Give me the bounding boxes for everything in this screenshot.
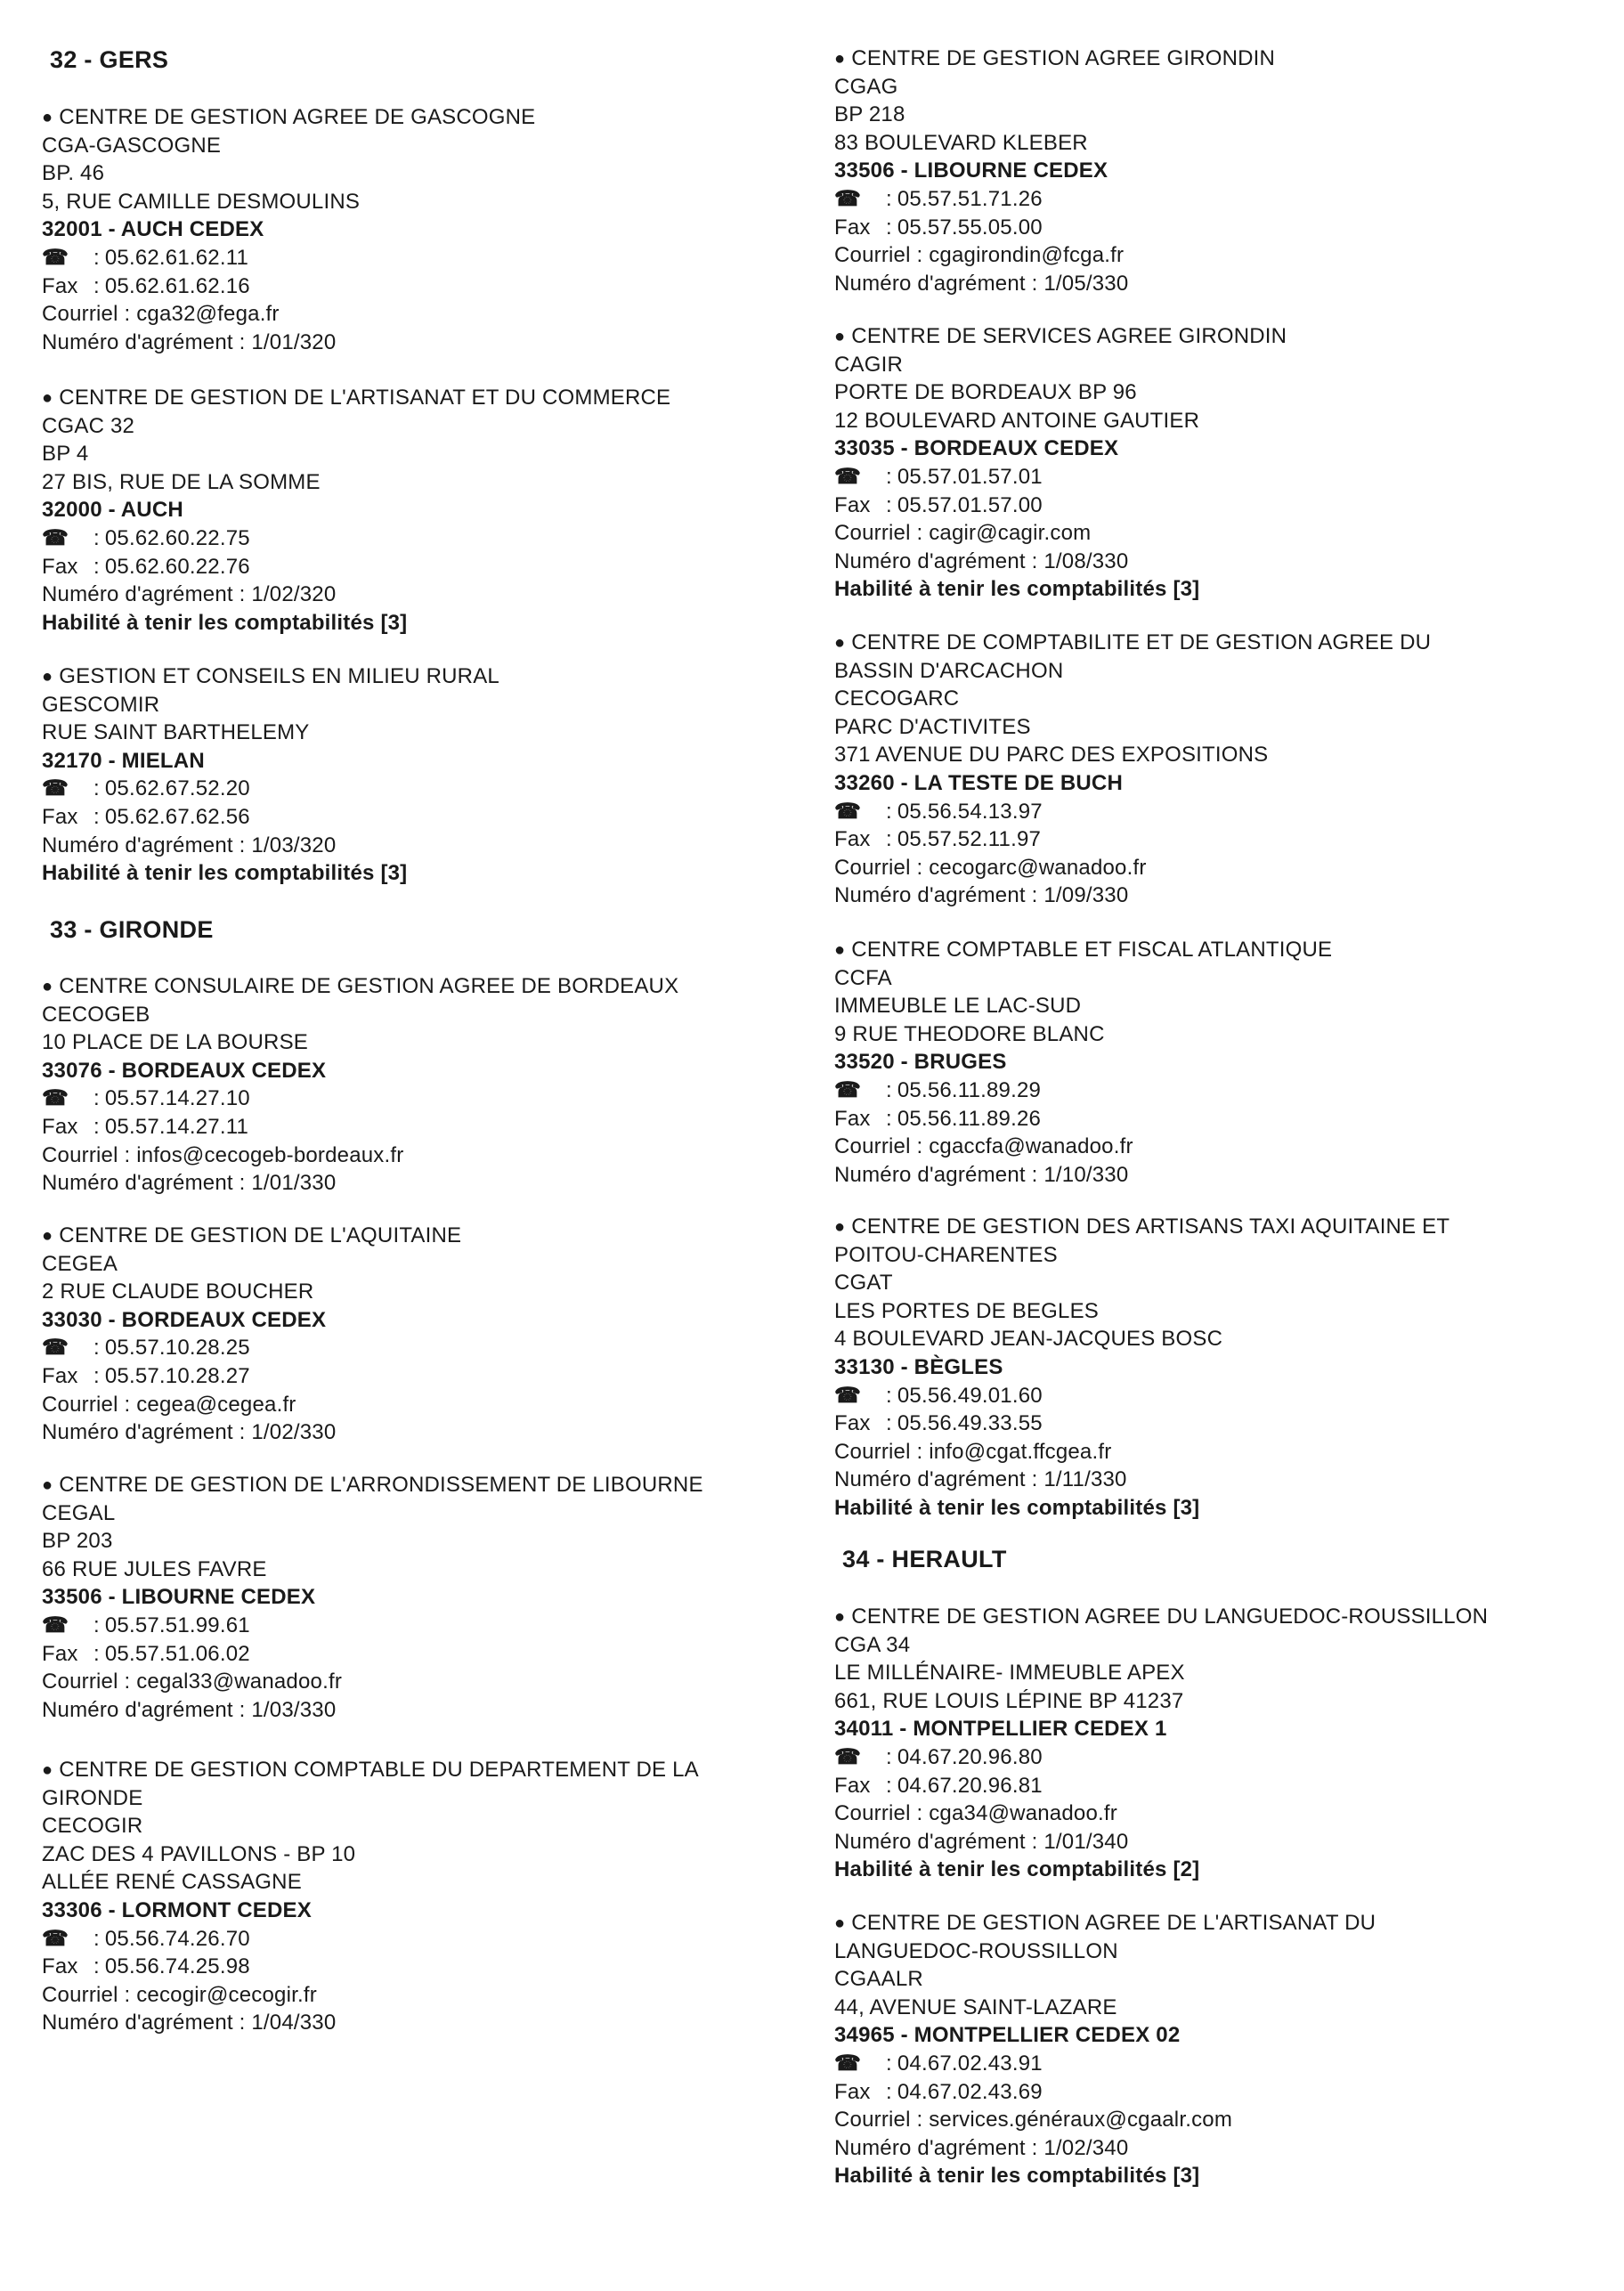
- fax-number: 05.57.52.11.97: [897, 827, 1042, 852]
- postal-city: 32000 - AUCH: [42, 498, 183, 523]
- entry-name-text: CENTRE COMPTABLE ET FISCAL ATLANTIQUE: [851, 938, 1333, 962]
- telephone-line: [42, 524, 808, 553]
- colon: :: [93, 776, 100, 801]
- address-line: BP 4: [42, 442, 89, 467]
- colon: :: [886, 492, 892, 517]
- fax-label: Fax: [834, 1773, 871, 1798]
- colon: :: [93, 1926, 100, 1951]
- fax-number: 04.67.02.43.69: [897, 2079, 1043, 2104]
- address-line: CECOGIR: [42, 1814, 143, 1839]
- entry-name: [42, 1222, 808, 1250]
- entry-name: [834, 1909, 1600, 1938]
- entry-name: [42, 972, 808, 1001]
- accounting-authorization: Habilité à tenir les comptabilités [2]: [834, 1857, 1200, 1882]
- address-line: CCFA: [834, 965, 892, 990]
- fax-number: 05.57.14.27.11: [104, 1114, 249, 1139]
- fax-label: Fax: [42, 273, 78, 298]
- accounting-authorization: Habilité à tenir les comptabilités [3]: [42, 861, 408, 886]
- accounting-authorization: Habilité à tenir les comptabilités [3]: [834, 577, 1200, 602]
- entry-name-continued: LANGUEDOC-ROUSSILLON: [834, 1938, 1118, 1963]
- directory-entry: [834, 1909, 1600, 2190]
- entry-name: [834, 629, 1600, 657]
- postal-city: 34011 - MONTPELLIER CEDEX 1: [834, 1717, 1167, 1742]
- address-line: BP 218: [834, 102, 905, 127]
- telephone-line: [834, 798, 1600, 826]
- telephone-icon: ☎: [42, 1926, 69, 1951]
- directory-entry: [42, 662, 808, 888]
- accounting-authorization: Habilité à tenir les comptabilités [3]: [834, 1495, 1200, 1520]
- fax-line: [834, 492, 1600, 520]
- telephone-number: 05.56.54.13.97: [897, 799, 1043, 824]
- fax-line: [42, 803, 808, 832]
- directory-entry: [42, 1471, 808, 1724]
- bullet-icon: ●: [42, 977, 53, 996]
- telephone-line: [42, 1925, 808, 1954]
- address-line: 4 BOULEVARD JEAN-JACQUES BOSC: [834, 1327, 1223, 1352]
- address-line: PARC D'ACTIVITES: [834, 714, 1031, 739]
- telephone-line: [834, 2050, 1600, 2078]
- department-heading: 33 - GIRONDE: [50, 916, 214, 943]
- telephone-number: 05.56.49.01.60: [897, 1383, 1043, 1408]
- directory-entry: [834, 45, 1600, 297]
- fax-number: 05.62.60.22.76: [104, 554, 250, 579]
- fax-number: 05.62.61.62.16: [104, 273, 250, 298]
- bullet-icon: ●: [42, 1475, 53, 1495]
- colon: :: [93, 1086, 100, 1111]
- fax-label: Fax: [42, 1114, 78, 1139]
- fax-line: [834, 825, 1600, 854]
- fax-line: [834, 2078, 1600, 2107]
- fax-line: [42, 1953, 808, 1981]
- fax-number: 05.56.74.25.98: [104, 1954, 250, 1979]
- telephone-line: [42, 1334, 808, 1362]
- colon: :: [886, 186, 892, 211]
- telephone-number: 05.57.51.71.26: [897, 186, 1043, 211]
- bullet-icon: ●: [42, 1760, 53, 1780]
- entry-name-text: CENTRE DE GESTION DE L'ARRONDISSEMENT DE LIBOURNE: [59, 1473, 703, 1497]
- fax-line: [42, 1113, 808, 1141]
- postal-city: 32170 - MIELAN: [42, 748, 205, 773]
- fax-line: [42, 553, 808, 581]
- directory-entry: [834, 1603, 1600, 1884]
- fax-line: [834, 1410, 1600, 1438]
- telephone-line: [834, 1382, 1600, 1410]
- telephone-icon: ☎: [42, 245, 69, 270]
- accounting-authorization: Habilité à tenir les comptabilités [3]: [42, 610, 408, 635]
- address-line: CEGAL: [42, 1500, 116, 1525]
- approval-number: Numéro d'agrément : 1/08/330: [834, 548, 1129, 573]
- directory-entry: [42, 103, 808, 356]
- entry-name-text: GESTION ET CONSEILS EN MILIEU RURAL: [59, 664, 499, 688]
- colon: :: [93, 804, 100, 829]
- telephone-icon: ☎: [42, 1613, 69, 1637]
- fax-line: [834, 214, 1600, 242]
- email-line: Courriel : infos@cecogeb-bordeaux.fr: [42, 1142, 404, 1167]
- postal-city: 33035 - BORDEAUX CEDEX: [834, 436, 1119, 461]
- colon: :: [886, 215, 892, 240]
- bullet-icon: ●: [834, 940, 846, 960]
- fax-number: 05.57.55.05.00: [897, 215, 1043, 240]
- fax-number: 05.57.01.57.00: [897, 492, 1043, 517]
- telephone-icon: ☎: [42, 525, 69, 550]
- address-line: 10 PLACE DE LA BOURSE: [42, 1030, 308, 1055]
- fax-line: [834, 1105, 1600, 1133]
- telephone-number: 05.62.67.52.20: [104, 776, 250, 801]
- postal-city: 33520 - BRUGES: [834, 1050, 1007, 1075]
- entry-name-text: CENTRE DE GESTION AGREE DU LANGUEDOC-ROUSSILLON: [851, 1605, 1489, 1629]
- fax-line: [42, 272, 808, 301]
- approval-number: Numéro d'agrément : 1/03/320: [42, 833, 337, 857]
- address-line: RUE SAINT BARTHELEMY: [42, 720, 310, 745]
- bullet-icon: ●: [42, 108, 53, 127]
- directory-entry: [834, 936, 1600, 1189]
- address-line: LES PORTES DE BEGLES: [834, 1298, 1100, 1323]
- colon: :: [93, 273, 100, 298]
- email-line: Courriel : cgaccfa@wanadoo.fr: [834, 1134, 1133, 1159]
- telephone-line: [42, 244, 808, 272]
- telephone-icon: ☎: [42, 1336, 69, 1361]
- telephone-number: 04.67.02.43.91: [897, 2051, 1043, 2076]
- bullet-icon: ●: [834, 1913, 846, 1933]
- entry-name-text: CENTRE DE GESTION AGREE DE L'ARTISANAT DU: [851, 1911, 1376, 1935]
- entry-name-text: CENTRE DE SERVICES AGREE GIRONDIN: [851, 324, 1287, 348]
- address-line: CGAALR: [834, 1967, 923, 1992]
- colon: :: [93, 1641, 100, 1666]
- postal-city: 33306 - LORMONT CEDEX: [42, 1897, 312, 1922]
- entry-name-text: CENTRE DE GESTION DES ARTISANS TAXI AQUITAINE ET: [851, 1215, 1450, 1239]
- address-line: 66 RUE JULES FAVRE: [42, 1556, 267, 1581]
- telephone-number: 05.62.60.22.75: [104, 525, 250, 550]
- entry-name: [42, 103, 808, 132]
- address-line: 12 BOULEVARD ANTOINE GAUTIER: [834, 408, 1200, 433]
- directory-entry: [834, 629, 1600, 910]
- email-line: Courriel : cga32@fega.fr: [42, 302, 280, 327]
- fax-label: Fax: [834, 2079, 871, 2104]
- fax-number: 05.56.49.33.55: [897, 1411, 1043, 1436]
- address-line: CGAC 32: [42, 413, 135, 438]
- telephone-line: [42, 775, 808, 803]
- postal-city: 33030 - BORDEAUX CEDEX: [42, 1307, 327, 1332]
- fax-line: [42, 1640, 808, 1669]
- entry-name-text: CENTRE CONSULAIRE DE GESTION AGREE DE BORDEAUX: [59, 974, 679, 998]
- directory-entry: [42, 384, 808, 637]
- directory-entry: [42, 1756, 808, 2037]
- telephone-number: 05.56.11.89.29: [897, 1077, 1042, 1102]
- postal-city: 33260 - LA TESTE DE BUCH: [834, 770, 1123, 795]
- address-line: 5, RUE CAMILLE DESMOULINS: [42, 189, 361, 214]
- fax-label: Fax: [834, 1106, 871, 1131]
- email-line: Courriel : cecogarc@wanadoo.fr: [834, 855, 1147, 880]
- telephone-number: 05.56.74.26.70: [104, 1926, 250, 1951]
- colon: :: [93, 525, 100, 550]
- address-line: LE MILLÉNAIRE- IMMEUBLE APEX: [834, 1661, 1185, 1686]
- fax-label: Fax: [42, 804, 78, 829]
- telephone-line: [834, 1076, 1600, 1105]
- colon: :: [886, 2051, 892, 2076]
- telephone-line: [42, 1612, 808, 1640]
- fax-line: [834, 1772, 1600, 1800]
- telephone-icon: ☎: [834, 799, 862, 824]
- fax-label: Fax: [834, 1411, 871, 1436]
- entry-name: [42, 662, 808, 691]
- directory-entry: [834, 1213, 1600, 1523]
- entry-name: [834, 45, 1600, 73]
- bullet-icon: ●: [42, 1226, 53, 1246]
- colon: :: [886, 827, 892, 852]
- colon: :: [93, 245, 100, 270]
- approval-number: Numéro d'agrément : 1/10/330: [834, 1162, 1129, 1187]
- telephone-icon: ☎: [42, 1086, 69, 1111]
- address-line: 44, AVENUE SAINT-LAZARE: [834, 1994, 1117, 2019]
- telephone-number: 05.57.51.99.61: [104, 1613, 250, 1637]
- telephone-line: [834, 185, 1600, 214]
- approval-number: Numéro d'agrément : 1/02/340: [834, 2135, 1129, 2160]
- entry-name: [834, 322, 1600, 351]
- colon: :: [93, 1336, 100, 1361]
- colon: :: [886, 1383, 892, 1408]
- entry-name: [42, 384, 808, 412]
- email-line: Courriel : cagir@cagir.com: [834, 521, 1092, 546]
- email-line: Courriel : info@cgat.ffcgea.fr: [834, 1439, 1112, 1464]
- colon: :: [93, 1114, 100, 1139]
- address-line: CECOGARC: [834, 686, 960, 711]
- colon: :: [886, 1106, 892, 1131]
- address-line: CGA-GASCOGNE: [42, 133, 222, 158]
- colon: :: [886, 799, 892, 824]
- postal-city: 32001 - AUCH CEDEX: [42, 217, 264, 242]
- bullet-icon: ●: [834, 633, 846, 653]
- telephone-line: [42, 1085, 808, 1113]
- approval-number: Numéro d'agrément : 1/03/330: [42, 1697, 337, 1722]
- telephone-icon: ☎: [834, 186, 862, 211]
- fax-label: Fax: [42, 1363, 78, 1388]
- postal-city: 33506 - LIBOURNE CEDEX: [42, 1585, 316, 1610]
- address-line: BP 203: [42, 1529, 113, 1554]
- email-line: Courriel : cegea@cegea.fr: [42, 1392, 296, 1417]
- postal-city: 34965 - MONTPELLIER CEDEX 02: [834, 2023, 1181, 2048]
- approval-number: Numéro d'agrément : 1/04/330: [42, 2011, 337, 2035]
- telephone-icon: ☎: [834, 1383, 862, 1408]
- fax-label: Fax: [42, 554, 78, 579]
- address-line: 661, RUE LOUIS LÉPINE BP 41237: [834, 1688, 1184, 1713]
- email-line: Courriel : cgagirondin@fcga.fr: [834, 243, 1125, 268]
- address-line: IMMEUBLE LE LAC-SUD: [834, 994, 1082, 1019]
- entry-name-text: CENTRE DE GESTION AGREE GIRONDIN: [851, 46, 1276, 70]
- fax-number: 05.62.67.62.56: [104, 804, 250, 829]
- postal-city: 33130 - BÈGLES: [834, 1354, 1003, 1379]
- fax-number: 05.56.11.89.26: [897, 1106, 1042, 1131]
- entry-name: [834, 1603, 1600, 1631]
- entry-name-text: CENTRE DE GESTION AGREE DE GASCOGNE: [59, 105, 536, 129]
- telephone-line: [834, 1743, 1600, 1772]
- fax-number: 05.57.10.28.27: [104, 1363, 250, 1388]
- entry-name: [42, 1471, 808, 1499]
- address-line: PORTE DE BORDEAUX BP 96: [834, 380, 1137, 405]
- bullet-icon: ●: [834, 49, 846, 69]
- approval-number: Numéro d'agrément : 1/05/330: [834, 271, 1129, 296]
- address-line: CGA 34: [834, 1632, 911, 1657]
- address-line: 2 RUE CLAUDE BOUCHER: [42, 1280, 314, 1304]
- address-line: 9 RUE THEODORE BLANC: [834, 1021, 1105, 1046]
- address-line: CEGEA: [42, 1251, 118, 1276]
- postal-city: 33506 - LIBOURNE CEDEX: [834, 158, 1108, 183]
- fax-label: Fax: [834, 492, 871, 517]
- address-line: CECOGEB: [42, 1002, 150, 1027]
- address-line: CGAG: [834, 74, 898, 99]
- bullet-icon: ●: [834, 1217, 846, 1237]
- address-line: 371 AVENUE DU PARC DES EXPOSITIONS: [834, 743, 1269, 768]
- accounting-authorization: Habilité à tenir les comptabilités [3]: [834, 2164, 1200, 2189]
- email-line: Courriel : cegal33@wanadoo.fr: [42, 1670, 343, 1694]
- colon: :: [93, 1613, 100, 1637]
- address-line: CGAT: [834, 1271, 893, 1296]
- directory-entry: [42, 1222, 808, 1447]
- entry-name-continued: BASSIN D'ARCACHON: [834, 658, 1064, 683]
- email-line: Courriel : cecogir@cecogir.fr: [42, 1982, 317, 2007]
- bullet-icon: ●: [42, 388, 53, 408]
- email-line: Courriel : services.généraux@cgaalr.com: [834, 2108, 1233, 2133]
- telephone-number: 05.57.14.27.10: [104, 1086, 250, 1111]
- colon: :: [886, 1744, 892, 1769]
- colon: :: [886, 2079, 892, 2104]
- fax-label: Fax: [834, 827, 871, 852]
- telephone-icon: ☎: [834, 464, 862, 489]
- colon: :: [886, 1411, 892, 1436]
- approval-number: Numéro d'agrément : 1/02/320: [42, 582, 337, 607]
- address-line: ZAC DES 4 PAVILLONS - BP 10: [42, 1841, 356, 1866]
- bullet-icon: ●: [42, 667, 53, 686]
- telephone-icon: ☎: [834, 1744, 862, 1769]
- telephone-number: 04.67.20.96.80: [897, 1744, 1043, 1769]
- telephone-number: 05.57.01.57.01: [897, 464, 1043, 489]
- fax-line: [42, 1362, 808, 1391]
- bullet-icon: ●: [834, 327, 846, 346]
- telephone-number: 05.57.10.28.25: [104, 1336, 250, 1361]
- entry-name-continued: GIRONDE: [42, 1785, 143, 1810]
- approval-number: Numéro d'agrément : 1/01/330: [42, 1171, 337, 1196]
- entry-name-text: CENTRE DE COMPTABILITE ET DE GESTION AGREE DU: [851, 630, 1432, 654]
- entry-name: [834, 1213, 1600, 1241]
- fax-number: 04.67.20.96.81: [897, 1773, 1043, 1798]
- email-line: Courriel : cga34@wanadoo.fr: [834, 1801, 1117, 1826]
- colon: :: [886, 1773, 892, 1798]
- approval-number: Numéro d'agrément : 1/01/320: [42, 329, 337, 354]
- entry-name: [834, 936, 1600, 964]
- directory-entry: [834, 322, 1600, 604]
- address-line: 83 BOULEVARD KLEBER: [834, 130, 1088, 155]
- postal-city: 33076 - BORDEAUX CEDEX: [42, 1058, 327, 1083]
- colon: :: [93, 554, 100, 579]
- fax-label: Fax: [834, 215, 871, 240]
- entry-name-text: CENTRE DE GESTION DE L'AQUITAINE: [59, 1223, 462, 1247]
- telephone-line: [834, 463, 1600, 492]
- directory-entry: [42, 972, 808, 1198]
- department-heading: 34 - HERAULT: [842, 1546, 1007, 1572]
- approval-number: Numéro d'agrément : 1/01/340: [834, 1829, 1129, 1854]
- fax-label: Fax: [42, 1954, 78, 1979]
- address-line: GESCOMIR: [42, 692, 160, 717]
- colon: :: [93, 1954, 100, 1979]
- telephone-icon: ☎: [834, 1077, 862, 1102]
- fax-number: 05.57.51.06.02: [104, 1641, 250, 1666]
- fax-label: Fax: [42, 1641, 78, 1666]
- address-line: CAGIR: [834, 352, 904, 377]
- entry-name-text: CENTRE DE GESTION DE L'ARTISANAT ET DU COMMERCE: [59, 386, 671, 410]
- department-heading: 32 - GERS: [50, 46, 169, 73]
- entry-name-continued: POITOU-CHARENTES: [834, 1242, 1058, 1267]
- approval-number: Numéro d'agrément : 1/02/330: [42, 1420, 337, 1445]
- entry-name: [42, 1756, 808, 1784]
- telephone-number: 05.62.61.62.11: [104, 245, 249, 270]
- telephone-icon: ☎: [834, 2051, 862, 2076]
- address-line: 27 BIS, RUE DE LA SOMME: [42, 469, 321, 494]
- entry-name-text: CENTRE DE GESTION COMPTABLE DU DEPARTEMENT DE LA: [59, 1758, 699, 1782]
- colon: :: [886, 1077, 892, 1102]
- approval-number: Numéro d'agrément : 1/11/330: [834, 1467, 1127, 1492]
- address-line: ALLÉE RENÉ CASSAGNE: [42, 1870, 302, 1895]
- colon: :: [886, 464, 892, 489]
- address-line: BP. 46: [42, 161, 105, 186]
- approval-number: Numéro d'agrément : 1/09/330: [834, 883, 1129, 908]
- bullet-icon: ●: [834, 1607, 846, 1627]
- colon: :: [93, 1363, 100, 1388]
- telephone-icon: ☎: [42, 776, 69, 801]
